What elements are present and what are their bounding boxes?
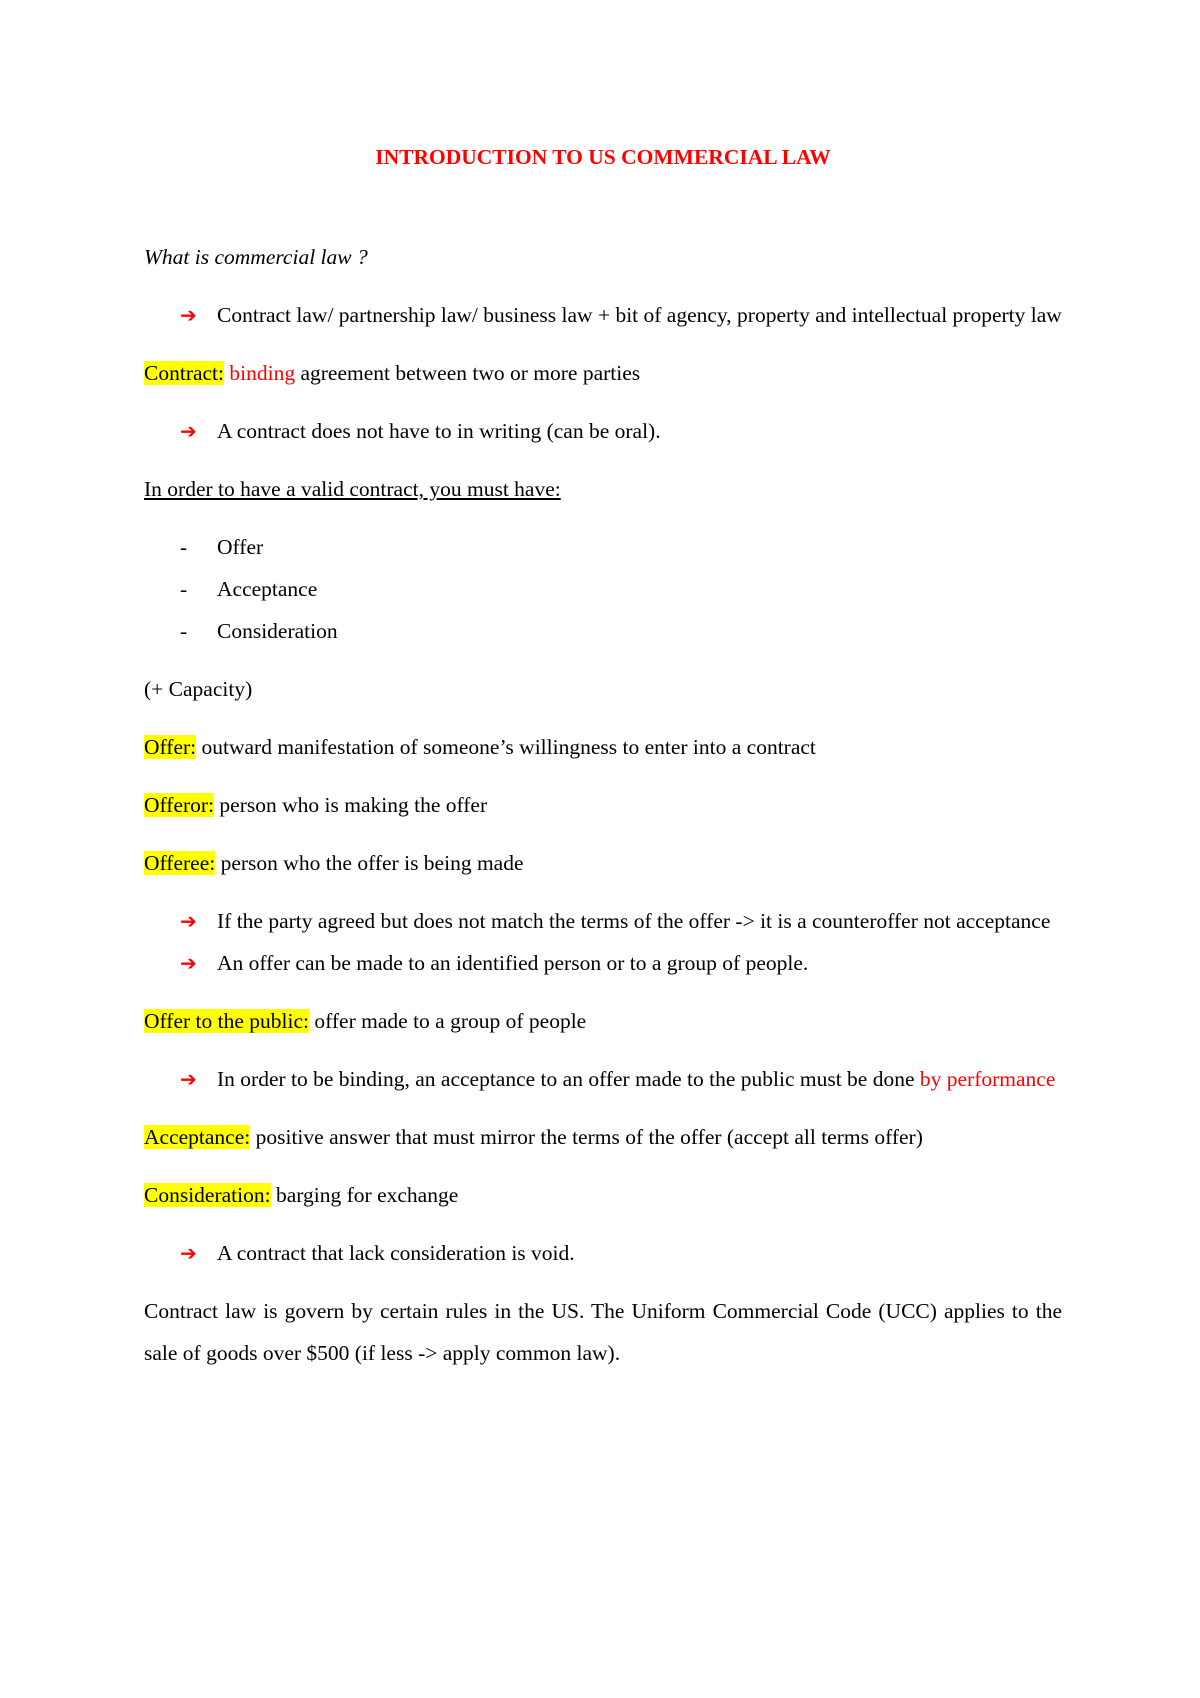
offeror-definition-text: person who is making the offer <box>214 793 488 817</box>
arrow-icon: ➔ <box>180 303 197 327</box>
acceptance-term: Acceptance: <box>144 1125 251 1149</box>
offer-public-definition-text: offer made to a group of people <box>309 1009 587 1033</box>
document-title: INTRODUCTION TO US COMMERCIAL LAW <box>375 145 831 169</box>
offeree-bullet <box>144 942 1062 984</box>
offer-public-definition <box>144 1000 1062 1042</box>
bullet-text: An offer can be made to an identified person or to a group of people. <box>217 951 809 975</box>
consideration-bullet <box>144 1232 1062 1274</box>
offer-public-term: Offer to the public: <box>144 1009 309 1033</box>
consideration-term: Consideration: <box>144 1183 271 1207</box>
arrow-icon: ➔ <box>180 909 197 933</box>
arrow-icon: ➔ <box>180 419 197 443</box>
acceptance-definition <box>144 1116 1062 1158</box>
contract-bullet <box>144 410 1062 452</box>
requirement-item <box>144 568 1062 610</box>
bullet-text: In order to be binding, an acceptance to an offer made to the public must be done <box>217 1067 920 1091</box>
consideration-definition-text: barging for exchange <box>270 1183 459 1207</box>
bullet-text: A contract does not have to in writing (can be oral). <box>217 419 661 443</box>
offeror-term: Offeror: <box>144 793 215 817</box>
valid-contract-heading: In order to have a valid contract, you must have: <box>144 477 561 501</box>
offer-definition <box>144 726 1062 768</box>
consideration-definition <box>144 1174 1062 1216</box>
arrow-icon: ➔ <box>180 1241 197 1265</box>
offeror-definition <box>144 784 1062 826</box>
offeree-term: Offeree: <box>144 851 216 875</box>
document-content <box>144 136 1062 1390</box>
contract-definition <box>144 352 1062 394</box>
question-heading: What is commercial law ? <box>144 245 368 269</box>
requirement-label: Offer <box>217 535 264 559</box>
contract-term: Contract: <box>144 361 225 385</box>
offer-definition-text: outward manifestation of someone’s willingness to enter into a contract <box>196 735 816 759</box>
offeree-definition-text: person who the offer is being made <box>215 851 524 875</box>
bullet-text: A contract that lack consideration is void. <box>217 1241 575 1265</box>
bullet-text: Contract law/ partnership law/ business law + bit of agency, property and intellectual property law <box>217 303 1062 327</box>
requirement-item <box>144 610 1062 652</box>
commercial-law-bullet <box>144 294 1062 336</box>
offeree-bullet <box>144 900 1062 942</box>
arrow-icon: ➔ <box>180 951 197 975</box>
requirement-label: Acceptance <box>217 577 318 601</box>
requirement-item <box>144 526 1062 568</box>
ucc-paragraph: Contract law is govern by certain rules in the US. The Uniform Commercial Code (UCC) applies to the sale of goods over $500 (if less -> apply common law). <box>144 1299 1062 1365</box>
offer-public-bullet <box>144 1058 1062 1100</box>
dash-icon: - <box>180 535 188 559</box>
capacity-note: (+ Capacity) <box>144 677 253 701</box>
dash-icon: - <box>180 577 188 601</box>
offeree-definition <box>144 842 1062 884</box>
contract-red-word: binding <box>229 361 296 385</box>
bullet-text: If the party agreed but does not match the terms of the offer -> it is a counteroffer not acceptance <box>217 909 1051 933</box>
dash-icon: - <box>180 619 188 643</box>
contract-definition-text: agreement between two or more parties <box>295 361 641 385</box>
offer-term: Offer: <box>144 735 197 759</box>
arrow-icon: ➔ <box>180 1067 197 1091</box>
requirement-label: Consideration <box>217 619 338 643</box>
acceptance-definition-text: positive answer that must mirror the terms of the offer (accept all terms offer) <box>250 1125 923 1149</box>
bullet-red-text: by performance <box>919 1067 1056 1091</box>
